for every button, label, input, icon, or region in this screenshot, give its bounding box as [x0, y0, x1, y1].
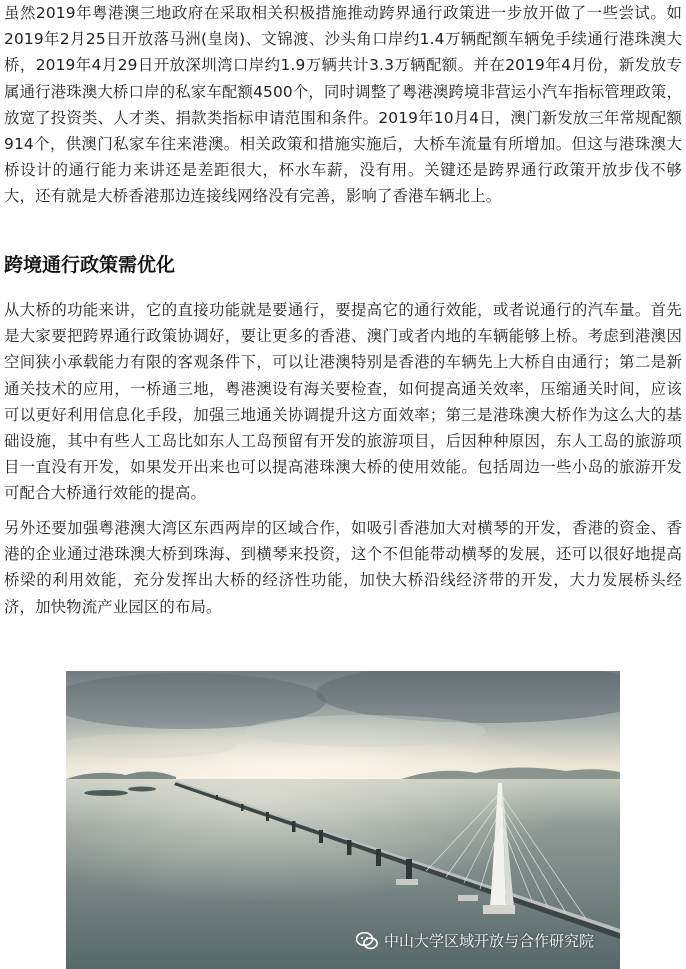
bridge-illustration	[66, 671, 620, 969]
paragraph-regional-cooperation: 另外还要加强粤港澳大湾区东西两岸的区域合作，如吸引香港加大对横琴的开发，香港的资金、香港的企业通过港珠澳大桥到珠海、到横琴来投资，这个不但能带动横琴的发展，还可以很好地提高桥梁的利用效能，充分发挥出大桥的经济性功能，加快大桥沿线经济带的开发，大力发展桥头经济，加快物流产业园区的布局。	[4, 519, 682, 616]
bridge-photo	[66, 671, 620, 969]
watermark	[356, 930, 594, 951]
paragraph-bridge-function: 从大桥的功能来讲，它的直接功能就是要通行，要提高它的通行效能，或者说通行的汽车量。首先是大家要把跨界通行政策协调好，要让更多的香港、澳门或者内地的车辆能够上桥。考虑到港澳因空间狭小承载能力有限的客观条件下，可以让港澳特别是香港的车辆先上大桥自由通行；第二是新通关技术的应用，一桥通三地，粤港澳设有海关要检查，如何提高通关效率，压缩通关时间，应该可以更好利用信息化手段，加强三地通关协调提升这方面效率；第三是港珠澳大桥作为这么大的基础设施，其中有些人工岛比如东人工岛预留有开发的旅游项目，后因种种原因，东人工岛的旅游项目一直没有开发，如果发开出来也可以提高港珠澳大桥的使用效能。包括周边一些小岛的旅游开发可配合大桥通行效能的提高。	[4, 301, 682, 503]
wechat-icon	[356, 932, 378, 950]
watermark-text: 中山大学区域开放与合作研究院	[383, 932, 594, 950]
section-heading: 跨境通行政策需优化	[4, 254, 176, 276]
paragraph-policy-attempts: 虽然2019年粤港澳三地政府在采取相关积极措施推动跨界通行政策进一步放开做了一些尝试。如2019年2月25日开放落马洲(皇岗)、文锦渡、沙头角口岸约1.4万辆配额车辆免手续通行港珠澳大桥，2019年4月29日开放深圳湾口岸约1.9万辆共计3.3万辆配额。并在2019年4月份，新发放专属通行港珠澳大桥口岸的私家车配额4500个，同时调整了粤港澳跨境非营运小汽车指标管理政策，放宽了投资类、人才类、捐款类指标申请范围和条件。2019年10月4日，澳门新发放三年常规配额914个，供澳门私家车往来港澳。相关政策和措施实施后，大桥车流量有所增加。但这与港珠澳大桥设计的通行能力来讲还是差距很大，杯水车薪，没有用。关键还是跨界通行政策开放步伐不够大，还有就是大桥香港那边连接线网络没有完善，影响了香港车辆北上。	[4, 4, 682, 206]
